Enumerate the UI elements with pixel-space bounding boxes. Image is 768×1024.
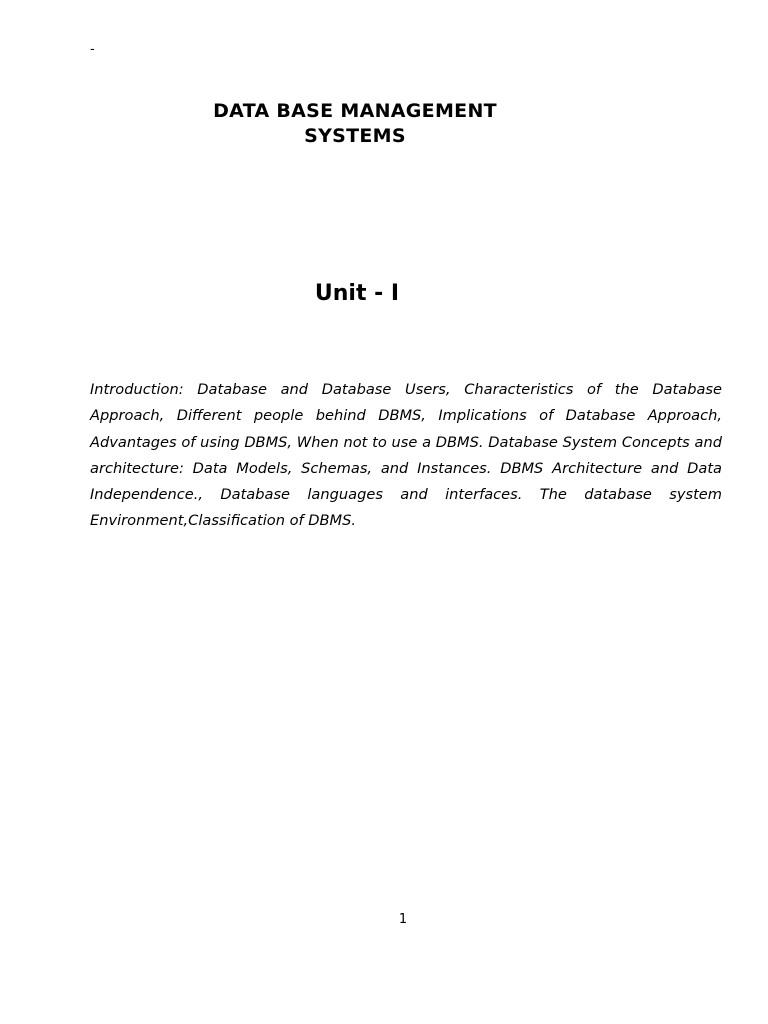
page-number: 1 (398, 912, 408, 927)
document-title-line-2: SYSTEMS (304, 125, 406, 147)
document-title-line-1: DATA BASE MANAGEMENT (213, 100, 497, 122)
document-title (155, 99, 555, 149)
unit-heading: Unit - I (314, 281, 400, 306)
header-dash: - (90, 42, 95, 57)
syllabus-paragraph: Introduction: Database and Database Users, Characteristics of the Database Approach, Different people behind DBMS, Implications of Database Approach, Advantages of using DBMS, When not to use a DBMS. Database System Concepts and architecture: Data Models, Schemas, and Instances. DBMS Architecture and Data Independence., Database languages and interfaces. The database system Environment,Classification of DBMS. (90, 381, 722, 530)
